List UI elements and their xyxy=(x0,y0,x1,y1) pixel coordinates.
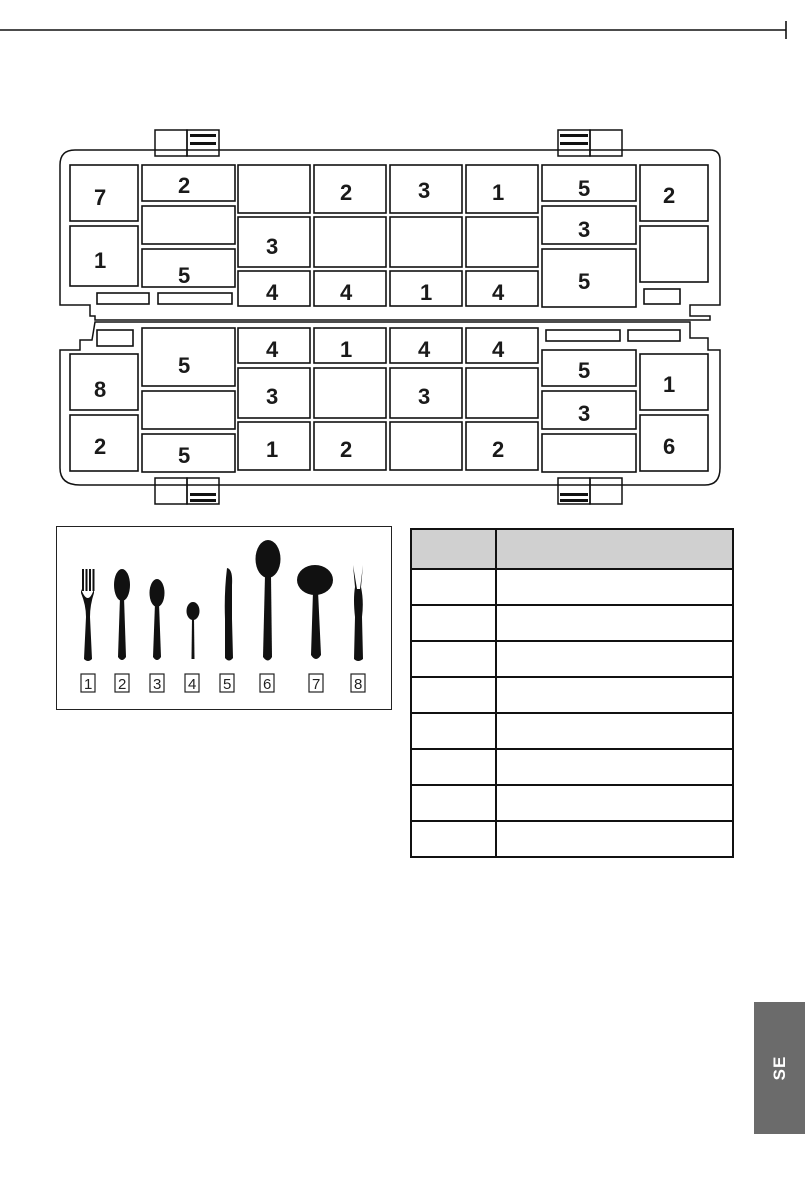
table-row xyxy=(411,821,733,857)
slot-label: 1 xyxy=(266,437,279,462)
slot-label: 3 xyxy=(418,178,431,203)
serving-spoon-icon xyxy=(256,540,281,661)
table-row xyxy=(411,569,733,605)
cutlery-reference-table xyxy=(410,528,734,858)
table-row xyxy=(411,713,733,749)
slot-label: 7 xyxy=(94,185,107,210)
slot-label: 2 xyxy=(340,437,353,462)
legend-number: 4 xyxy=(188,676,197,693)
slot-label: 3 xyxy=(266,234,279,259)
legend-number: 5 xyxy=(223,676,232,693)
legend-number: 3 xyxy=(153,676,162,693)
slot-label: 2 xyxy=(492,437,505,462)
slot-label: 6 xyxy=(663,434,676,459)
table-row xyxy=(411,749,733,785)
slot-label: 1 xyxy=(340,337,353,362)
slot-label: 8 xyxy=(94,377,107,402)
tray-lower-labels xyxy=(94,337,675,468)
legend-number: 2 xyxy=(118,676,127,693)
slot-label: 5 xyxy=(578,358,591,383)
knife-icon xyxy=(225,568,233,661)
fork-icon xyxy=(81,569,95,661)
slot-label: 3 xyxy=(578,401,591,426)
slot-label: 1 xyxy=(420,280,433,305)
slot-label: 2 xyxy=(663,183,676,208)
teaspoon-icon xyxy=(187,602,200,659)
slot-label: 3 xyxy=(418,384,431,409)
slot-label: 4 xyxy=(492,280,505,305)
slot-label: 5 xyxy=(578,269,591,294)
dessert-spoon-icon xyxy=(150,579,165,660)
slot-label: 5 xyxy=(178,263,191,288)
table-row xyxy=(411,785,733,821)
legend-number: 1 xyxy=(84,676,93,693)
slot-label: 4 xyxy=(266,280,279,305)
spoon-icon xyxy=(114,569,130,660)
legend-number: 7 xyxy=(312,676,321,693)
slot-label: 4 xyxy=(418,337,431,362)
slot-label: 4 xyxy=(340,280,353,305)
slot-label: 3 xyxy=(578,217,591,242)
cutlery-tray-diagram xyxy=(0,120,805,520)
table-row xyxy=(411,677,733,713)
cutlery-legend xyxy=(56,526,392,710)
ladle-icon xyxy=(297,565,333,659)
table-header-row xyxy=(411,529,733,569)
serving-fork-icon xyxy=(353,565,363,661)
slot-label: 1 xyxy=(663,372,676,397)
table-row xyxy=(411,605,733,641)
slot-label: 2 xyxy=(340,180,353,205)
slot-label: 4 xyxy=(266,337,279,362)
slot-label: 3 xyxy=(266,384,279,409)
slot-label: 5 xyxy=(178,443,191,468)
legend-number: 8 xyxy=(354,676,363,693)
slot-label: 5 xyxy=(178,353,191,378)
slot-label: 2 xyxy=(178,173,191,198)
language-tab xyxy=(754,1002,805,1134)
slot-label: 1 xyxy=(492,180,505,205)
slot-label: 5 xyxy=(578,176,591,201)
language-tab-label: SE xyxy=(769,1055,789,1081)
slot-label: 1 xyxy=(94,248,107,273)
legend-number: 6 xyxy=(263,676,272,693)
top-rule xyxy=(0,20,805,40)
table-row xyxy=(411,641,733,677)
slot-label: 2 xyxy=(94,434,107,459)
slot-label: 4 xyxy=(492,337,505,362)
tray-upper-labels xyxy=(94,173,675,305)
